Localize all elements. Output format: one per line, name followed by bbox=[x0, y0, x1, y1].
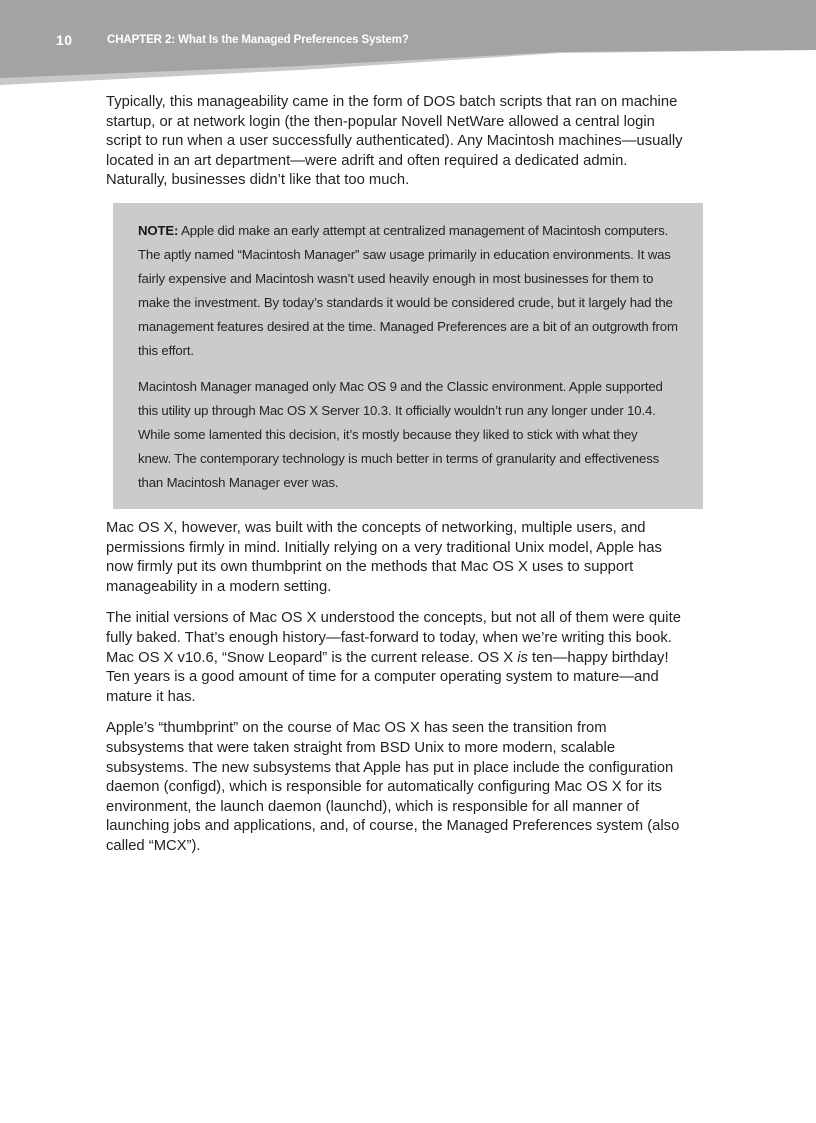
note-text-line: this effort. bbox=[138, 342, 194, 358]
note-text-line: than Macintosh Manager ever was. bbox=[138, 474, 339, 490]
body-text-line: now firmly put its own thumbprint on the methods that Mac OS X uses to support bbox=[106, 559, 634, 576]
body-text-line: fully baked. That’s enough history—fast-forward to today, when we’re writing this book. bbox=[106, 629, 672, 646]
body-text-line: permissions firmly in mind. Initially relying on a very traditional Unix model, Apple has bbox=[106, 539, 662, 556]
note-text-line: While some lamented this decision, it’s mostly because they liked to stick with what they bbox=[138, 426, 638, 442]
body-text-line bbox=[106, 649, 726, 669]
page-body bbox=[106, 93, 726, 868]
body-text-line: launching jobs and applications, and, of course, the Managed Preferences system (also bbox=[106, 818, 680, 835]
paragraph-initial-versions bbox=[106, 609, 726, 707]
body-text-line: The initial versions of Mac OS X understood the concepts, but not all of them were quite bbox=[106, 610, 681, 627]
body-text-line: subsystems. The new subsystems that Apple has put in place include the configuration bbox=[106, 759, 674, 776]
note-paragraph-1 bbox=[138, 219, 683, 363]
body-text-line: Naturally, businesses didn’t like that too much. bbox=[106, 172, 410, 189]
body-text-line: environment, the launch daemon (launchd), which is responsible for all manner of bbox=[106, 798, 639, 815]
note-paragraph-2 bbox=[138, 375, 683, 495]
paragraph-apple-thumbprint bbox=[106, 719, 726, 856]
page-number: 10 bbox=[56, 32, 73, 48]
note-line-rest: Apple did make an early attempt at centralized management of Macintosh computers. bbox=[178, 222, 669, 238]
line-segment: Mac OS X v10.6, “Snow Leopard” is the current release. OS X bbox=[106, 649, 518, 666]
body-text-line: called “MCX”). bbox=[106, 837, 201, 854]
body-text-line: mature it has. bbox=[106, 688, 196, 705]
note-text-line: Macintosh Manager managed only Mac OS 9 and the Classic environment. Apple supported bbox=[138, 378, 663, 394]
body-text-line: script to run when a user successfully authenticated). Any Macintosh machines—usually bbox=[106, 133, 683, 150]
chapter-running-head: CHAPTER 2: What Is the Managed Preferences System? bbox=[107, 34, 409, 46]
body-text-line: Typically, this manageability came in the form of DOS batch scripts that ran on machine bbox=[106, 94, 678, 110]
paragraph-dos-scripts bbox=[106, 93, 726, 191]
body-text-line: Apple’s “thumbprint” on the course of Mac OS X has seen the transition from bbox=[106, 720, 607, 737]
paragraph-mac-os-x-concepts bbox=[106, 519, 726, 597]
note-text-line: management features desired at the time. Managed Preferences are a bit of an outgrowth from bbox=[138, 318, 678, 334]
body-text-line: manageability in a modern setting. bbox=[106, 578, 332, 595]
italic-word: is bbox=[517, 649, 528, 666]
body-text-line: startup, or at network login (the then-popular Novell NetWare allowed a central login bbox=[106, 113, 655, 130]
note-box bbox=[113, 203, 703, 509]
note-text-line: knew. The contemporary technology is much better in terms of granularity and effectiveness bbox=[138, 450, 660, 466]
note-text-line: this utility up through Mac OS X Server 10.3. It officially wouldn’t run any longer under 10.4. bbox=[138, 402, 656, 418]
body-text-line: Mac OS X, however, was built with the concepts of networking, multiple users, and bbox=[106, 519, 646, 536]
note-text-line bbox=[138, 219, 683, 243]
body-text-line: subsystems that were taken straight from BSD Unix to more modern, scalable bbox=[106, 739, 616, 756]
note-text-line: fairly expensive and Macintosh wasn’t used heavily enough in most businesses for them to bbox=[138, 270, 654, 286]
body-text-line: located in an art department—were adrift and often required a dedicated admin. bbox=[106, 152, 628, 169]
line-segment: ten—happy birthday! bbox=[527, 649, 669, 666]
body-text-line: Ten years is a good amount of time for a computer operating system to mature—and bbox=[106, 669, 659, 686]
note-paragraph-1-lines bbox=[138, 243, 683, 363]
note-label: NOTE: bbox=[138, 222, 179, 238]
body-text-line: daemon (configd), which is responsible for automatically configuring Mac OS X for its bbox=[106, 779, 662, 796]
note-text-line: The aptly named “Macintosh Manager” saw usage primarily in education environments. It was bbox=[138, 246, 671, 262]
note-text-line: make the investment. By today’s standards it would be considered crude, but it largely had the bbox=[138, 294, 673, 310]
